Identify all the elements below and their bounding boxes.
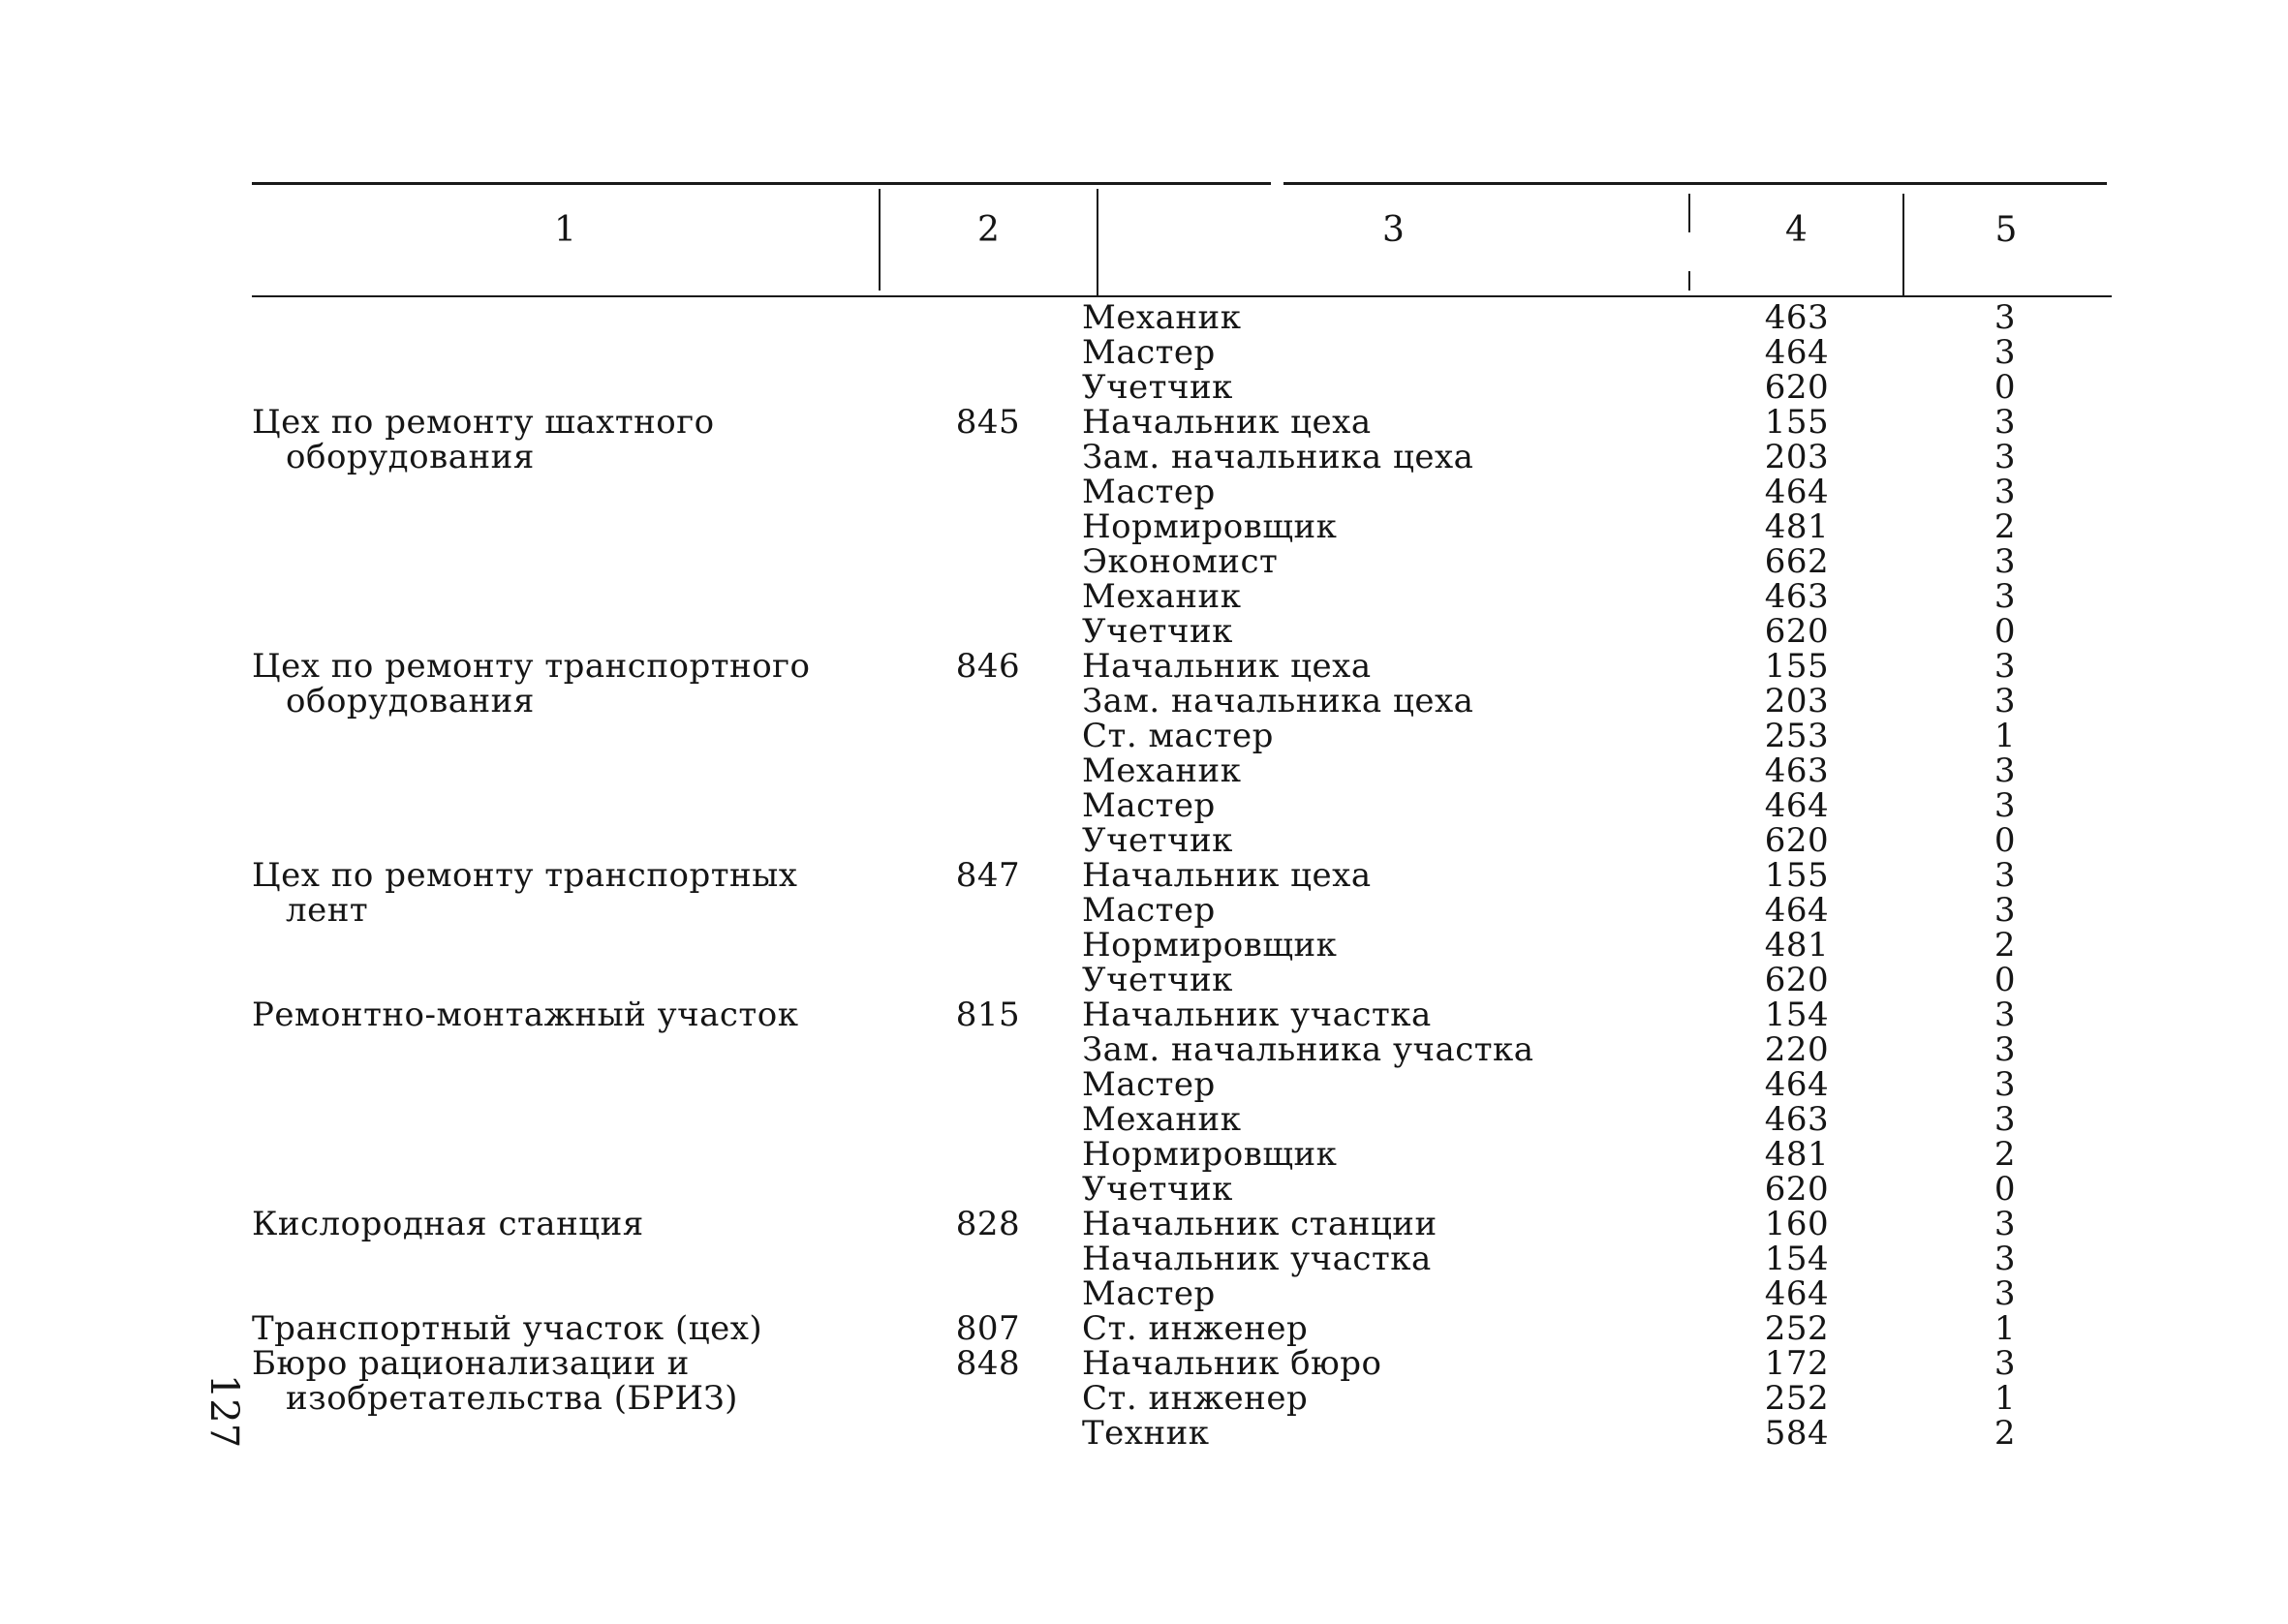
cell-position-code: 463 [1764,751,1830,790]
cell-position-code: 203 [1764,682,1830,720]
cell-code: 815 [955,996,1021,1034]
cell-department: лент [286,891,369,930]
table-row [0,719,2288,753]
cell-category: 3 [1994,1065,2017,1104]
cell-position-code: 662 [1764,542,1830,581]
cell-category: 3 [1994,1030,2017,1069]
cell-position-code: 463 [1764,1100,1830,1139]
table-row [0,858,2288,893]
header-col-4: 4 [1785,210,1808,250]
table-row [0,1241,2288,1276]
cell-category: 0 [1994,368,2017,407]
header-col-1: 1 [554,210,576,250]
cell-position: Мастер [1082,333,1216,372]
cell-position-code: 464 [1764,1274,1830,1313]
cell-category: 0 [1994,1170,2017,1209]
cell-position-code: 464 [1764,1065,1830,1104]
cell-department: Ремонтно-монтажный участок [252,996,799,1034]
cell-category: 3 [1994,403,2017,442]
header-col-2: 2 [977,210,1000,250]
table-row [0,509,2288,544]
cell-position: Зам. начальника цеха [1082,438,1474,476]
cell-category: 3 [1994,333,2017,372]
table-row [0,1381,2288,1416]
cell-position-code: 463 [1764,577,1830,616]
cell-position: Начальник цеха [1082,403,1372,442]
cell-position-code: 155 [1764,403,1830,442]
cell-category: 1 [1994,717,2017,755]
cell-position-code: 154 [1764,996,1830,1034]
cell-position: Механик [1082,1100,1242,1139]
cell-position-code: 481 [1764,926,1830,965]
table-row [0,1102,2288,1137]
cell-position-code: 203 [1764,438,1830,476]
cell-position: Начальник цеха [1082,647,1372,686]
cell-code: 848 [955,1344,1021,1383]
cell-position: Учетчик [1082,612,1233,651]
cell-department: Цех по ремонту транспортных [252,856,798,895]
table-row [0,440,2288,475]
cell-position-code: 584 [1764,1414,1830,1453]
cell-category: 0 [1994,612,2017,651]
cell-position-code: 155 [1764,856,1830,895]
cell-position: Экономист [1082,542,1279,581]
cell-position: Техник [1082,1414,1210,1453]
cell-position-code: 154 [1764,1240,1830,1278]
cell-category: 3 [1994,647,2017,686]
cell-category: 2 [1994,1414,2017,1453]
cell-category: 3 [1994,1205,2017,1243]
cell-position: Начальник бюро [1082,1344,1382,1383]
cell-code: 828 [955,1205,1021,1243]
cell-position-code: 252 [1764,1379,1830,1418]
table-row [0,1416,2288,1451]
cell-position: Мастер [1082,1065,1216,1104]
table-row [0,823,2288,858]
cell-category: 2 [1994,926,2017,965]
cell-position: Начальник цеха [1082,856,1372,895]
table-row [0,1276,2288,1311]
table-row [0,1207,2288,1241]
cell-position-code: 481 [1764,507,1830,546]
cell-category: 2 [1994,1135,2017,1174]
cell-category: 3 [1994,1100,2017,1139]
cell-category: 3 [1994,473,2017,511]
header-col-3: 3 [1382,210,1405,250]
table-row [0,1067,2288,1102]
cell-position: Мастер [1082,1274,1216,1313]
cell-position-code: 463 [1764,298,1830,337]
cell-department: Кислородная станция [252,1205,644,1243]
cell-position: Учетчик [1082,368,1233,407]
cell-position-code: 160 [1764,1205,1830,1243]
cell-category: 3 [1994,996,2017,1034]
cell-position: Начальник станции [1082,1205,1438,1243]
cell-position: Мастер [1082,786,1216,825]
cell-position-code: 253 [1764,717,1830,755]
table-row [0,475,2288,509]
cell-position: Мастер [1082,891,1216,930]
cell-position-code: 220 [1764,1030,1830,1069]
cell-position-code: 252 [1764,1309,1830,1348]
cell-department: Бюро рационализации и [252,1344,690,1383]
cell-position-code: 464 [1764,473,1830,511]
cell-position-code: 464 [1764,786,1830,825]
table-row [0,684,2288,719]
cell-position-code: 620 [1764,821,1830,860]
table-row [0,788,2288,823]
cell-category: 0 [1994,821,2017,860]
cell-category: 3 [1994,751,2017,790]
cell-position-code: 155 [1764,647,1830,686]
cell-position-code: 620 [1764,612,1830,651]
table-row [0,649,2288,684]
cell-position: Ст. мастер [1082,717,1274,755]
cell-category: 3 [1994,682,2017,720]
cell-position: Начальник участка [1082,996,1432,1034]
table-row [0,1137,2288,1172]
table-row [0,1346,2288,1381]
table-row [0,335,2288,370]
cell-position: Зам. начальника цеха [1082,682,1474,720]
cell-position: Механик [1082,751,1242,790]
cell-category: 3 [1994,1274,2017,1313]
table-row [0,1311,2288,1346]
cell-category: 3 [1994,542,2017,581]
table-row [0,614,2288,649]
cell-department: изобретательства (БРИЗ) [286,1379,738,1418]
table-row [0,1032,2288,1067]
cell-position-code: 620 [1764,961,1830,999]
cell-department: Цех по ремонту транспортного [252,647,811,686]
cell-position: Начальник участка [1082,1240,1432,1278]
cell-position-code: 620 [1764,1170,1830,1209]
cell-position: Учетчик [1082,961,1233,999]
table-row [0,405,2288,440]
cell-code: 845 [955,403,1021,442]
cell-position: Ст. инженер [1082,1309,1309,1348]
cell-code: 846 [955,647,1021,686]
cell-code: 807 [955,1309,1021,1348]
cell-position: Ст. инженер [1082,1379,1309,1418]
cell-position: Зам. начальника участка [1082,1030,1534,1069]
cell-department: оборудования [286,682,535,720]
cell-position: Мастер [1082,473,1216,511]
cell-category: 3 [1994,577,2017,616]
cell-position-code: 464 [1764,333,1830,372]
cell-category: 2 [1994,507,2017,546]
page-number: 127 [201,1373,247,1449]
cell-department: оборудования [286,438,535,476]
table-row [0,579,2288,614]
cell-category: 3 [1994,298,2017,337]
table-row [0,753,2288,788]
cell-position-code: 481 [1764,1135,1830,1174]
cell-category: 3 [1994,891,2017,930]
table-row [0,893,2288,928]
cell-category: 3 [1994,856,2017,895]
cell-position: Нормировщик [1082,926,1338,965]
cell-position: Механик [1082,298,1242,337]
cell-position: Учетчик [1082,1170,1233,1209]
table-row [0,963,2288,997]
cell-category: 1 [1994,1309,2017,1348]
table-row [0,1172,2288,1207]
cell-position: Нормировщик [1082,507,1338,546]
table-row [0,370,2288,405]
table-row [0,997,2288,1032]
cell-category: 0 [1994,961,2017,999]
cell-code: 847 [955,856,1021,895]
cell-department: Транспортный участок (цех) [252,1309,763,1348]
cell-category: 3 [1994,786,2017,825]
cell-position: Механик [1082,577,1242,616]
cell-category: 3 [1994,438,2017,476]
cell-position: Учетчик [1082,821,1233,860]
cell-category: 1 [1994,1379,2017,1418]
table-row [0,300,2288,335]
header-col-5: 5 [1994,210,2018,250]
cell-position-code: 172 [1764,1344,1830,1383]
table-row [0,928,2288,963]
cell-position-code: 620 [1764,368,1830,407]
cell-position-code: 464 [1764,891,1830,930]
cell-category: 3 [1994,1240,2017,1278]
table-row [0,544,2288,579]
cell-category: 3 [1994,1344,2017,1383]
cell-department: Цех по ремонту шахтного [252,403,715,442]
cell-position: Нормировщик [1082,1135,1338,1174]
